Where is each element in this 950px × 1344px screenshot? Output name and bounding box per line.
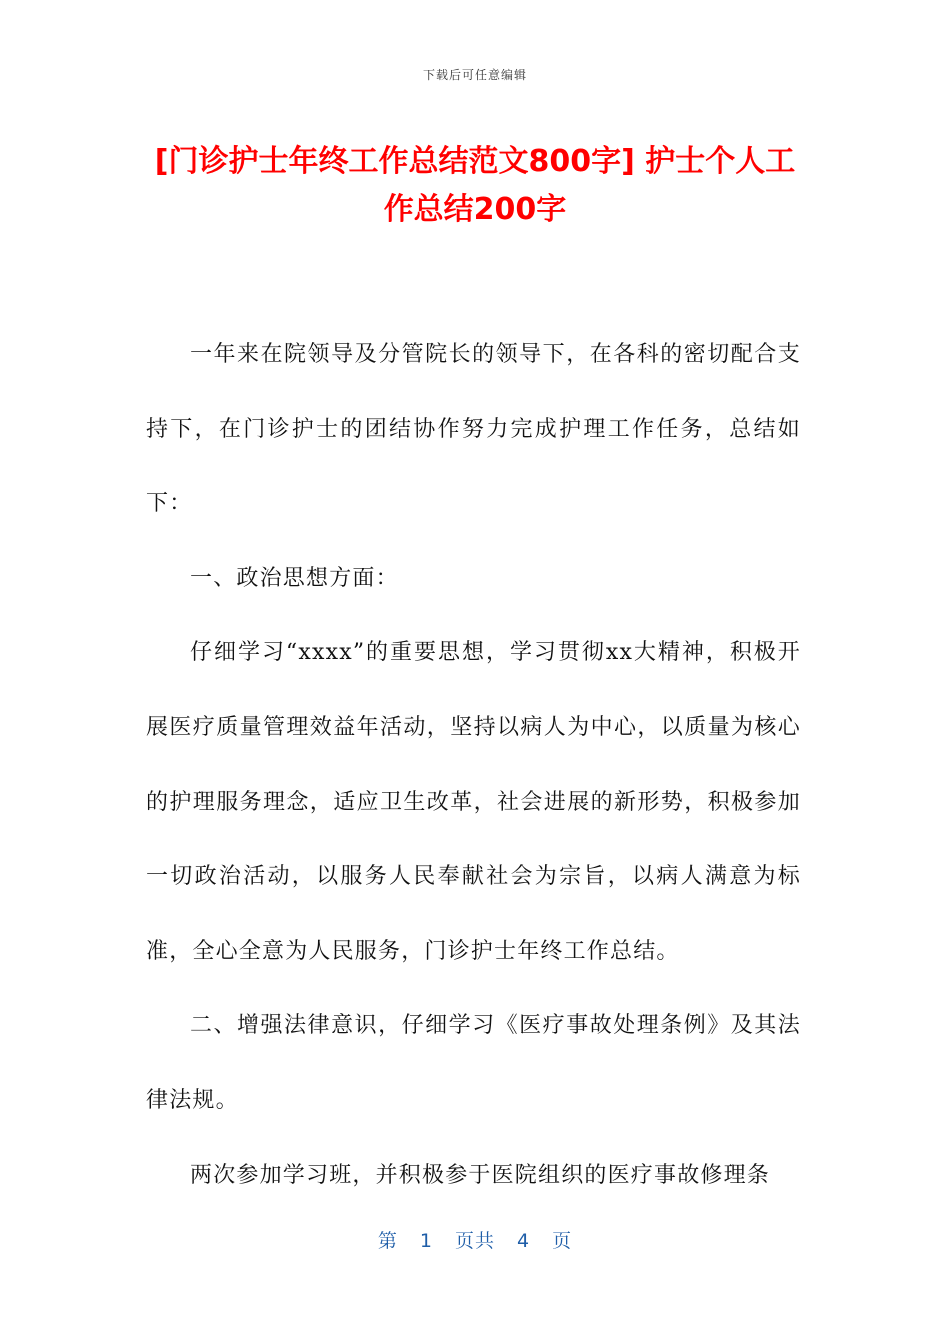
document-body [146,318,801,1213]
header-note: 下载后可任意编辑 [422,68,527,82]
footer-current-page: 1 [419,1230,433,1252]
paragraph-section-2-body: 两次参加学习班，并积极参于医院组织的医疗事故修理条 [190,1162,771,1188]
paragraph-section-1-body: 仔细学习“xxxx”的重要思想，学习贯彻xx大精神，积极开展医疗质量管理效益年活动，坚持以病人为中心，以质量为核心的护理服务理念，适应卫生改革，社会进展的新形势，积极参加一切政治活动，以服务人民奉献社会为宗旨，以病人满意为标准，全心全意为人民服务，门诊护士年终工作总结。 [146,640,801,964]
footer-suffix: 页 [552,1230,573,1252]
document-title: [门诊护士年终工作总结范文800字] 护士个人工作总结200字 [154,144,796,227]
footer-prefix: 第 [377,1230,398,1252]
paragraph-section-2-heading: 二、增强法律意识，仔细学习《医疗事故处理条例》及其法律法规。 [146,1013,801,1113]
footer-total-pages: 4 [517,1230,531,1252]
paragraph-intro: 一年来在院领导及分管院长的领导下，在各科的密切配合支持下，在门诊护士的团结协作努力完成护理工作任务，总结如下： [146,342,801,517]
page-footer [0,1226,950,1253]
paragraph-section-1-heading: 一、政治思想方面： [190,565,399,591]
footer-middle: 页共 [454,1230,495,1252]
